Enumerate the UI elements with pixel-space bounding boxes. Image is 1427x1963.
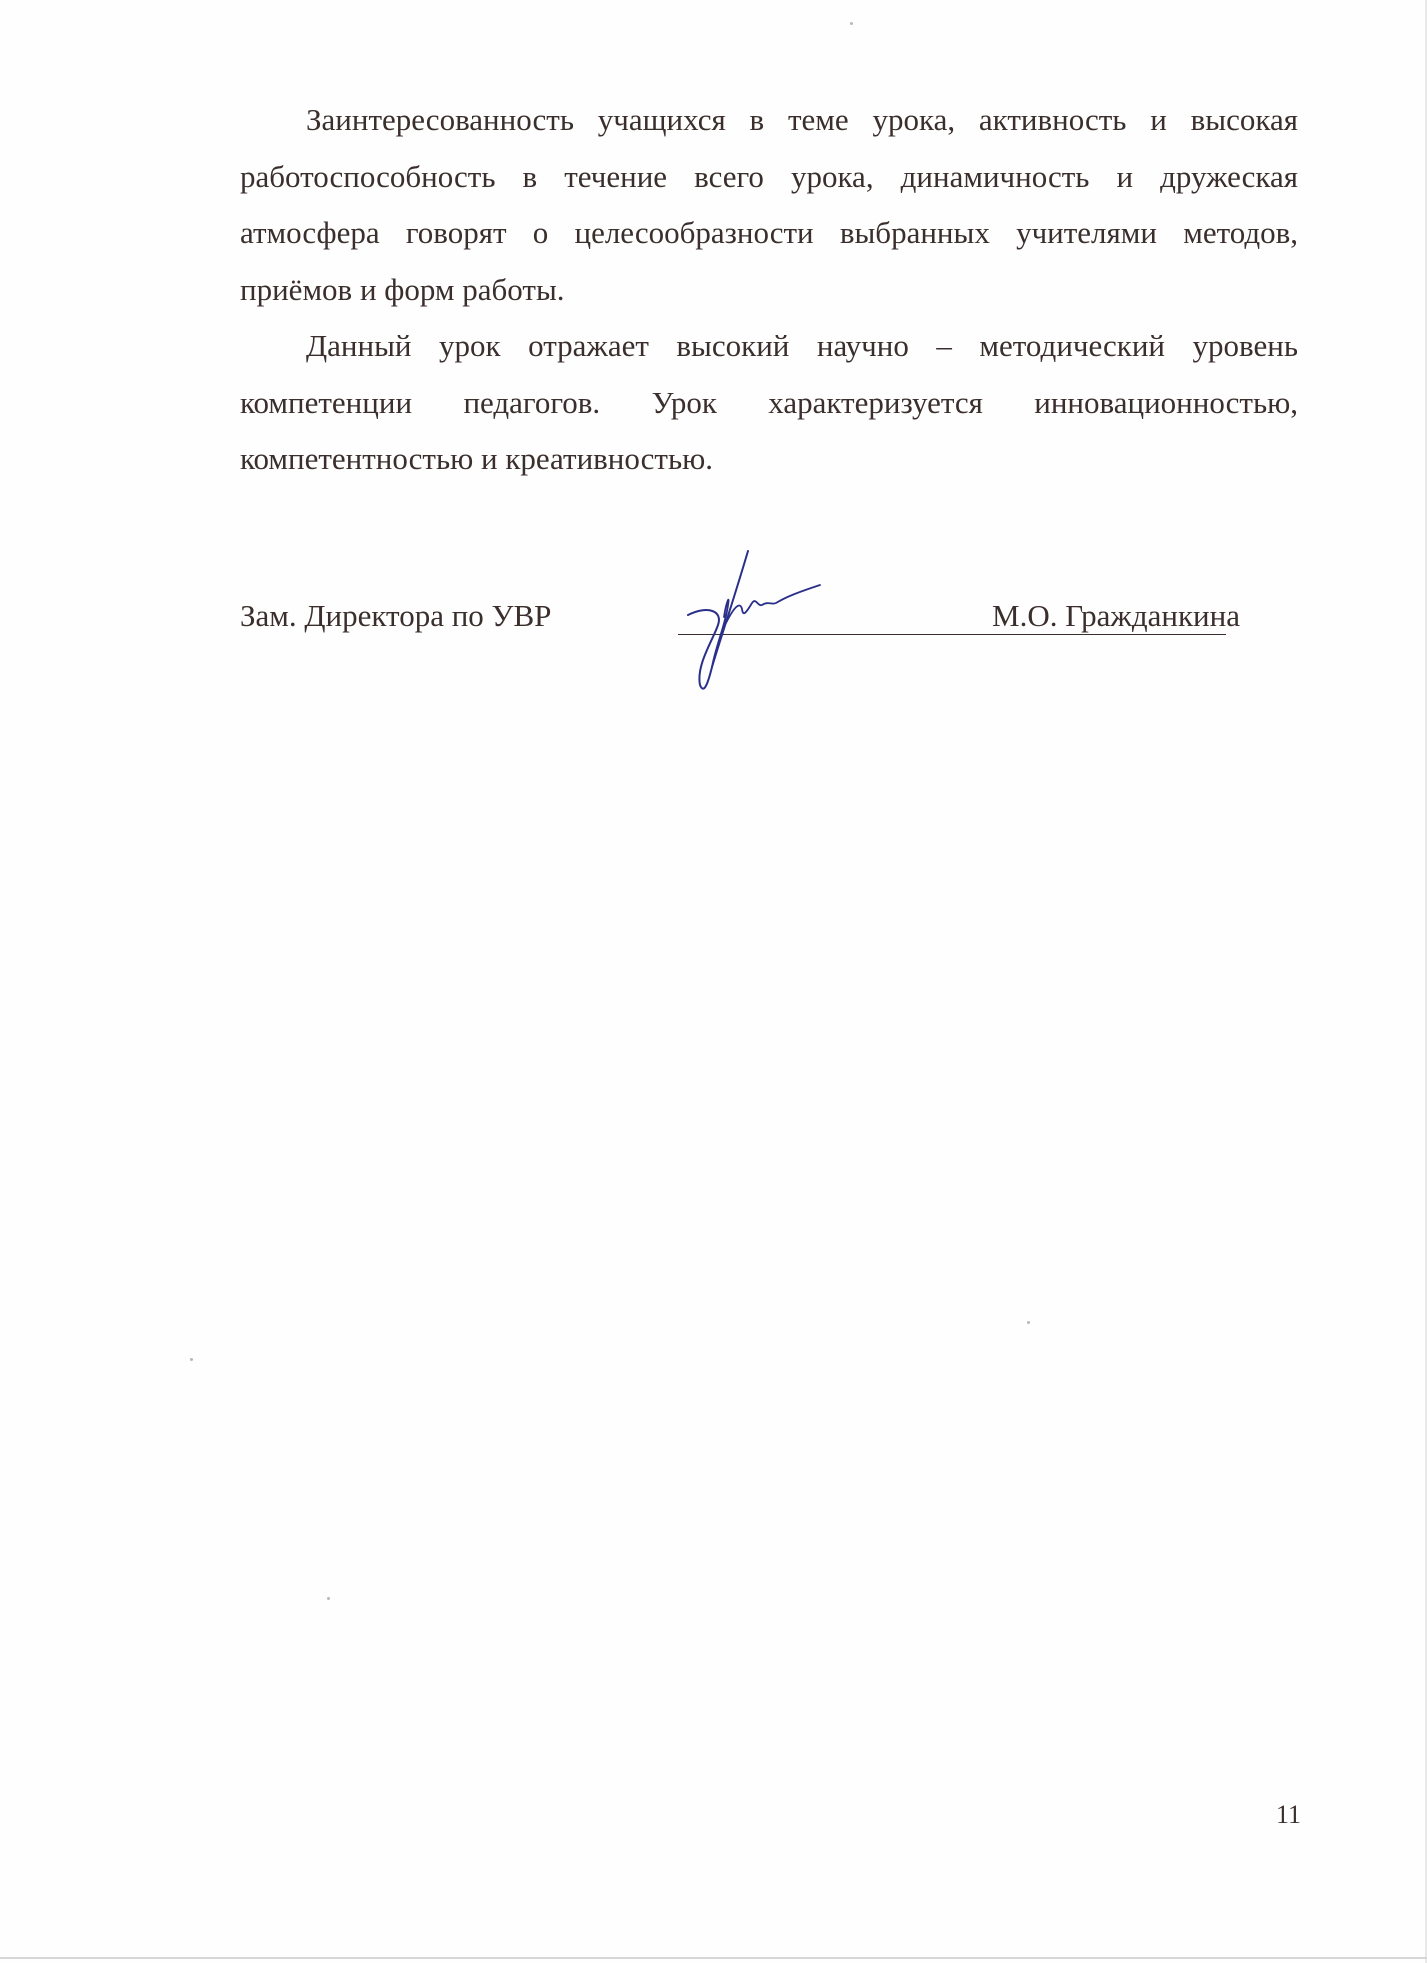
paragraph-2: Данный урок отражает высокий научно – методический уровень компетенции педагогов. Урок характеризуется инновационностью, компетентностью и креативностью. [240, 328, 1298, 476]
signature-stroke [726, 585, 820, 623]
scan-speck [190, 1358, 193, 1361]
signatory-position: Зам. Директора по УВР [240, 598, 552, 633]
scan-edge-bottom [0, 1957, 1427, 1959]
signature-stroke [688, 551, 748, 689]
signatory-name: М.О. Гражданкина [992, 598, 1240, 633]
handwritten-signature [668, 545, 848, 705]
scan-speck [327, 1597, 330, 1600]
scan-speck [850, 22, 853, 25]
scan-speck [1027, 1321, 1030, 1324]
paragraph-1: Заинтересованность учащихся в теме урока, активность и высокая работоспособность в течение всего урока, динамичность и дружеская атмосфера говорят о целесообразности выбранных учителями методов, приёмов и форм работы. [240, 102, 1298, 307]
body-text [240, 92, 1298, 488]
page-number: 11 [1276, 1800, 1302, 1829]
